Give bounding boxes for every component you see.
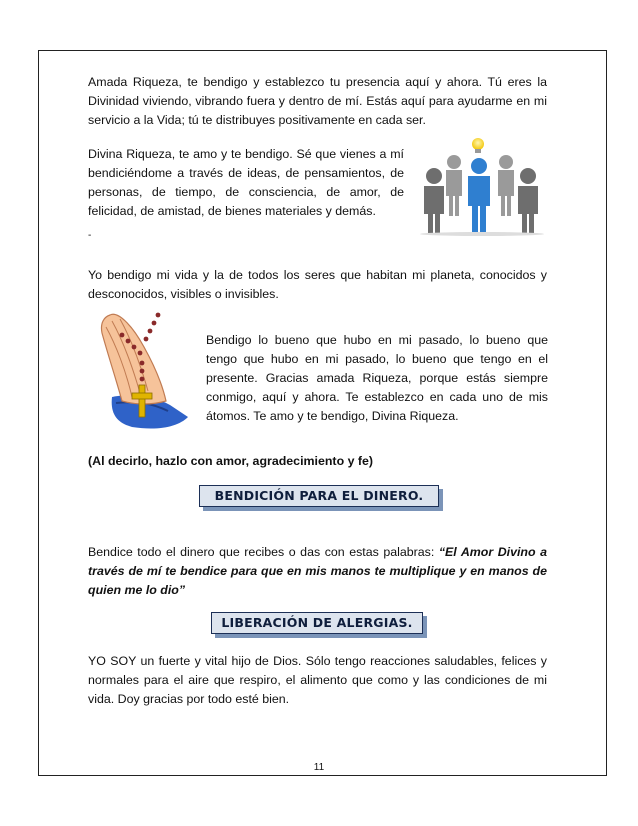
people-with-lightbulb-icon [412, 136, 552, 236]
heading-bendicion-dinero: BENDICIÓN PARA EL DINERO. [199, 485, 439, 507]
paragraph-bendigo-lo-bueno: Bendigo lo bueno que hubo en mi pasado, lo bueno que tengo que hubo en mi pasado, lo bueno que tengo en el presente. Gracias amada Riqueza, porque estás siempre conmigo, aquí y ahora. Te establezco en cada uno de mis átomos. Te amo y te bendigo, Divina Riqueza. [206, 333, 548, 423]
stray-mark: - [88, 230, 92, 241]
paragraph-amada-riqueza: Amada Riqueza, te bendigo y establezco tu presencia aquí y ahora. Tú eres la Divinidad viviendo, vibrando fuera y dentro de mí. Estás aquí para ayudarme en mi servicio a la Vida; tú te distribuyes positivamente en cada ser. [88, 75, 547, 127]
paragraph-bendice-dinero [88, 543, 547, 600]
paragraph-yo-soy: YO SOY un fuerte y vital hijo de Dios. Sólo tengo reacciones saludables, felices y normales para el aire que respiro, el alimento que como y las condiciones de mi vida. Doy gracias por todo esté bien. [88, 654, 547, 706]
heading-liberacion-alergias: LIBERACIÓN DE ALERGIAS. [211, 612, 423, 634]
paragraph-divina-riqueza: Divina Riqueza, te amo y te bendigo. Sé que vienes a mí bendiciéndome a través de ideas, de pensamientos, de personas, de tiempo, de consciencia, de amor, de felicidad, de amistad, de bienes materiales y demás. [88, 147, 404, 218]
instruction-note: (Al decirlo, hazlo con amor, agradecimiento y fe) [88, 454, 374, 468]
page-number: 11 [313, 762, 325, 773]
blessing-quote: “El Amor Divino a través de mí te bendice para que en mis manos te multiplique y en manos de quien me lo dio” [88, 545, 547, 597]
paragraph-yo-bendigo: Yo bendigo mi vida y la de todos los seres que habitan mi planeta, conocidos y desconocidos, visibles o invisibles. [88, 268, 547, 301]
paragraph-bendice-lead: Bendice todo el dinero que recibes o das con estas palabras: [88, 545, 439, 559]
praying-hands-icon [92, 305, 202, 435]
